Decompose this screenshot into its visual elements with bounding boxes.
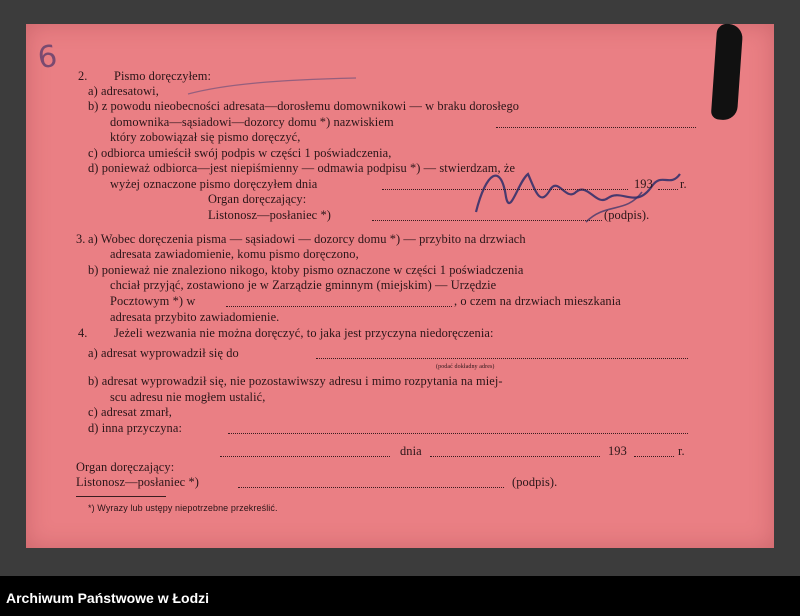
s4-address-field[interactable] [316, 358, 688, 359]
s3-item-b-line3b: , o czem na drzwiach mieszkania [454, 294, 621, 308]
archive-name: Archiwum Państwowe w Łodzi [6, 590, 210, 606]
s2-item-d-line2: wyżej oznaczone pismo doręczyłem dnia [110, 177, 318, 191]
s3-item-a-line2: adresata zawiadomienie, komu pismo doręczono, [110, 247, 359, 261]
s2-podpis: (podpis). [604, 208, 650, 222]
s2-year-field[interactable] [658, 189, 678, 190]
s4-listonosz-label: Listonosz—posłaniec *) [76, 475, 199, 489]
s2-organ-label: Organ doręczający: [208, 192, 307, 206]
s3-item-b-line3a: Pocztowym *) w [110, 294, 196, 308]
s4-item-c: c) adresat zmarł, [88, 405, 172, 419]
s4-organ-label: Organ doręczający: [76, 460, 175, 474]
footnote: *) Wyrazy lub ustępy niepotrzebne przekreślić. [88, 503, 278, 513]
s2-title: Pismo doręczyłem: [114, 69, 212, 83]
s2-item-d-line1: d) ponieważ odbiorca—jest niepiśmienny — odmawia podpisu *) — stwierdzam, że [88, 161, 516, 175]
s2-year: 193 [634, 177, 653, 191]
s4-title: Jeżeli wezwania nie można doręczyć, to jaka jest przyczyna niedoręczenia: [114, 326, 494, 340]
s4-number: 4. [78, 326, 88, 340]
s3-number: 3. [76, 232, 86, 246]
s4-reason-field-1[interactable] [228, 433, 688, 434]
s4-year: 193 [608, 444, 627, 458]
s3-place-field[interactable] [226, 306, 452, 307]
s2-listonosz-label: Listonosz—posłaniec *) [208, 208, 331, 222]
s3-item-b-line1: b) ponieważ nie znaleziono nikogo, ktoby pismo oznaczone w części 1 poświadczenia [88, 263, 524, 277]
s4-signature-field[interactable] [238, 487, 504, 488]
document-card [26, 24, 774, 548]
margin-number: 6 [35, 38, 60, 77]
s4-address-hint: (podać dokładny adres) [436, 364, 495, 370]
s4-item-b-line2: scu adresu nie mogłem ustalić, [110, 390, 266, 404]
s3-item-b-line4: adresata przybito zawiadomienie. [110, 310, 280, 324]
s3-item-a-line1: a) Wobec doręczenia pisma — sąsiadowi — dozorcy domu *) — przybito na drzwiach [88, 232, 526, 246]
s2-item-c: c) odbiorca umieścił swój podpis w części 1 poświadczenia, [88, 146, 392, 160]
s2-item-b-line2: domownika—sąsiadowi—dozorcy domu *) nazwiskiem [110, 115, 394, 129]
s2-item-a: a) adresatowi, [88, 84, 159, 98]
s4-year-field[interactable] [634, 456, 674, 457]
s4-item-d: d) inna przyczyna: [88, 421, 182, 435]
black-ink-mark [711, 23, 744, 121]
s4-podpis: (podpis). [512, 475, 558, 489]
s4-reason-field-2[interactable] [220, 456, 390, 457]
s2-year-suffix: r. [680, 177, 687, 191]
s2-date-field[interactable] [382, 189, 628, 190]
s2-name-field[interactable] [496, 127, 696, 128]
s4-year-suffix: r. [678, 444, 685, 458]
s3-item-b-line2: chciał przyjąć, zostawiono je w Zarządzie gminnym (miejskim) — Urzędzie [110, 278, 497, 292]
s4-item-a: a) adresat wyprowadził się do [88, 346, 239, 360]
s4-date-field[interactable] [430, 456, 600, 457]
s2-item-b-line1: b) z powodu nieobecności adresata—dorosłemu domownikowi — w braku dorosłego [88, 99, 520, 113]
s2-item-b-line3: który zobowiązał się pismo doręczyć, [110, 130, 301, 144]
archive-footer [0, 576, 800, 616]
s2-number: 2. [78, 69, 88, 83]
s4-dnia-label: dnia [400, 444, 422, 458]
s2-signature-field[interactable] [372, 220, 602, 221]
footnote-divider [76, 496, 166, 497]
s4-item-b-line1: b) adresat wyprowadził się, nie pozostawiwszy adresu i mimo rozpytania na miej- [88, 374, 503, 388]
